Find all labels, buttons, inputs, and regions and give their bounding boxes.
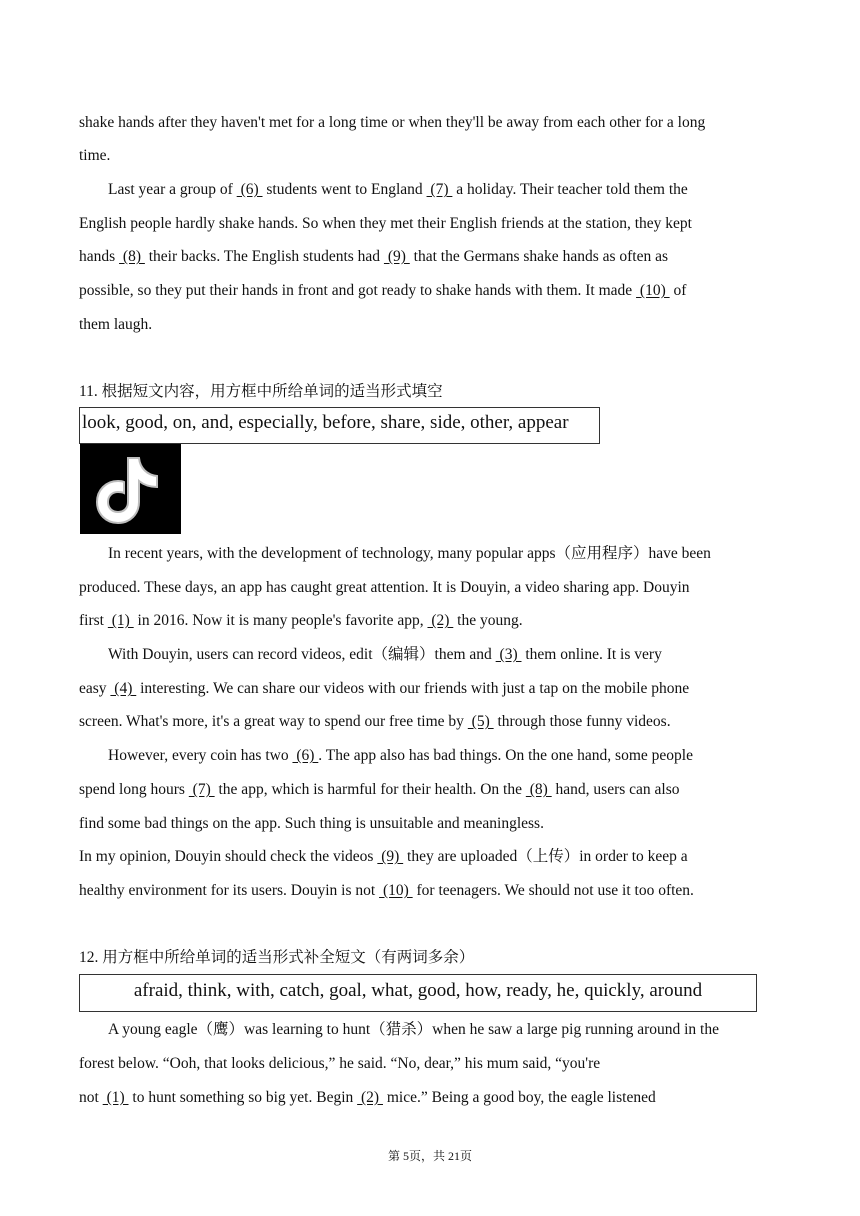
blank-8[interactable]: (8) xyxy=(525,781,552,798)
blank-1[interactable]: (1) xyxy=(102,1089,129,1106)
passage-line: English people hardly shake hands. So when they met their English friends at the station, they kept xyxy=(79,215,692,232)
word-bank: look, good, on, and, especially, before, share, side, other, appear xyxy=(82,412,569,433)
douyin-logo-icon xyxy=(80,444,181,534)
blank-6[interactable]: (6) xyxy=(292,747,319,764)
passage-line: forest below. “Ooh, that looks delicious,” he said. “No, dear,” his mum said, “you're xyxy=(79,1055,601,1072)
blank-10[interactable]: (10) xyxy=(379,882,413,899)
blank-9[interactable]: (9) xyxy=(383,248,410,265)
passage-line: find some bad things on the app. Such thing is unsuitable and meaningless. xyxy=(79,815,544,832)
passage-line: possible, so they put their hands in front and got ready to shake hands with them. It made (10) of xyxy=(79,282,687,299)
blank-3[interactable]: (3) xyxy=(495,646,522,663)
passage-line: spend long hours (7) the app, which is harmful for their health. On the (8) hand, users can also xyxy=(79,781,680,798)
blank-7[interactable]: (7) xyxy=(426,181,453,198)
passage-line: screen. What's more, it's a great way to spend our free time by (5) through those funny videos. xyxy=(79,713,671,730)
passage-line: shake hands after they haven't met for a long time or when they'll be away from each other for a long xyxy=(79,114,706,131)
passage-line: them laugh. xyxy=(79,316,153,333)
passage-line: not (1) to hunt something so big yet. Begin (2) mice.” Being a good boy, the eagle listened xyxy=(79,1089,656,1106)
passage-line: time. xyxy=(79,147,111,164)
question-12-title: 12. 用方框中所给单词的适当形式补全短文（有两词多余） xyxy=(79,949,475,966)
blank-1[interactable]: (1) xyxy=(107,612,134,629)
passage-line: However, every coin has two (6) . The app also has bad things. On the one hand, some people xyxy=(108,747,693,764)
passage-line: easy (4) interesting. We can share our videos with our friends with just a tap on the mobile phone xyxy=(79,680,690,697)
blank-6[interactable]: (6) xyxy=(236,181,263,198)
passage-line: A young eagle（鹰）was learning to hunt（猎杀）when he saw a large pig running around in the xyxy=(108,1021,719,1038)
passage-line: first (1) in 2016. Now it is many people's favorite app, (2) the young. xyxy=(79,612,523,629)
passage-line: In recent years, with the development of technology, many popular apps（应用程序）have been xyxy=(108,545,711,562)
blank-2[interactable]: (2) xyxy=(427,612,454,629)
passage-line: Last year a group of (6) students went to England (7) a holiday. Their teacher told them the xyxy=(108,181,688,198)
word-bank-box xyxy=(79,407,600,444)
passage-line: With Douyin, users can record videos, edit（编辑）them and (3) them online. It is very xyxy=(108,646,662,663)
question-11-title: 11. 根据短文内容，用方框中所给单词的适当形式填空 xyxy=(79,383,443,400)
blank-4[interactable]: (4) xyxy=(110,680,137,697)
blank-7[interactable]: (7) xyxy=(188,781,215,798)
passage-line: healthy environment for its users. Douyin is not (10) for teenagers. We should not use it too often. xyxy=(79,882,694,899)
word-bank: afraid, think, with, catch, goal, what, good, how, ready, he, quickly, around xyxy=(133,980,703,1001)
blank-10[interactable]: (10) xyxy=(636,282,670,299)
blank-5[interactable]: (5) xyxy=(467,713,494,730)
blank-9[interactable]: (9) xyxy=(377,848,404,865)
blank-8[interactable]: (8) xyxy=(119,248,145,265)
passage-line: In my opinion, Douyin should check the videos (9) they are uploaded（上传）in order to keep a xyxy=(79,848,688,865)
blank-2[interactable]: (2) xyxy=(357,1089,383,1106)
passage-line: hands (8) their backs. The English students had (9) that the Germans shake hands as often as xyxy=(79,248,669,265)
page-number: 第 5页，共 21页 xyxy=(387,1149,472,1163)
word-bank-box xyxy=(79,974,757,1012)
passage-line: produced. These days, an app has caught great attention. It is Douyin, a video sharing app. Douyin xyxy=(79,579,690,596)
